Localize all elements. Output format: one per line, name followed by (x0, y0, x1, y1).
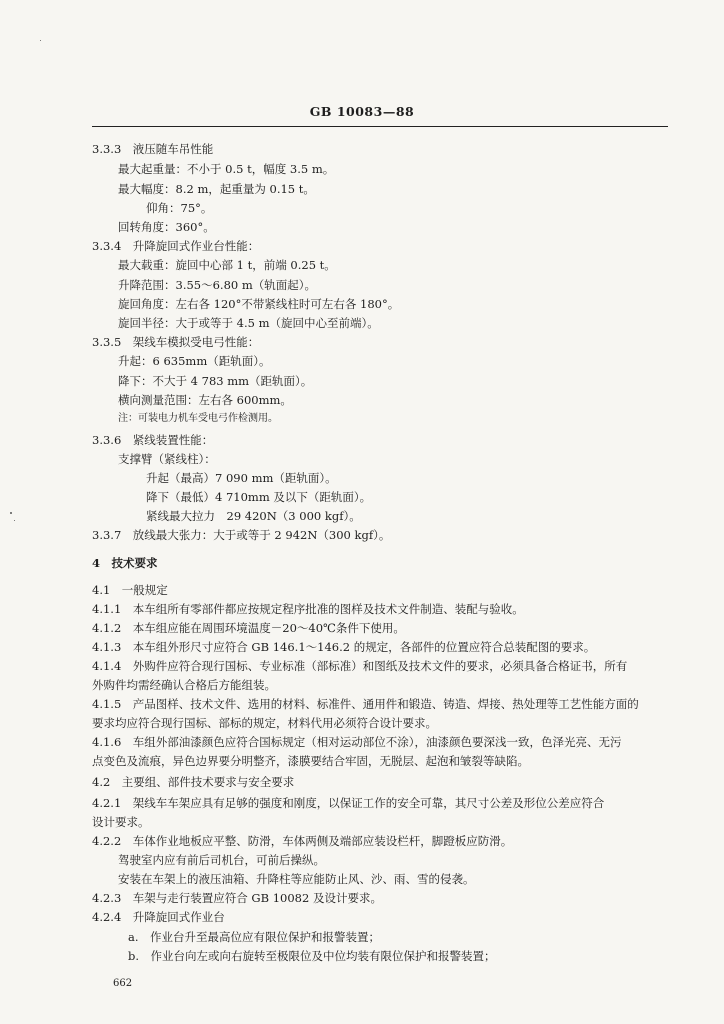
header-rule (92, 126, 668, 127)
clause-4-1-2: 4.1.2 本车组应能在周围环境温度－20～40℃条件下使用。 (92, 621, 405, 635)
clause-4-2-title: 4.2 主要组、部件技术要求与安全要求 (92, 775, 295, 789)
clause-4-2-1: 4.2.1 架线车车架应具有足够的强度和刚度，以保证工作的安全可靠，其尺寸公差及形位公差应符合 (92, 796, 605, 810)
text-line: 仰角：75°。 (146, 201, 213, 215)
text-line: 升起：6 635mm（距轨面）。 (118, 354, 271, 368)
clause-4-1-title: 4.1 一般规定 (92, 583, 168, 597)
scan-speck (40, 40, 41, 41)
text-line: 升起（最高）7 090 mm（距轨面）。 (146, 471, 337, 485)
text-line: 回转角度：360°。 (118, 220, 215, 234)
text-line: 旋回角度：左右各 120°不带紧线柱时可左右各 180°。 (118, 297, 400, 311)
text-line: 最大起重量：不小于 0.5 t，幅度 3.5 m。 (118, 162, 335, 176)
text-line: 点变色及流痕，异色边界要分明整齐，漆膜要结合牢固，无脱层、起泡和皱裂等缺陷。 (92, 754, 529, 768)
text-line: 降下（最低）4 710mm 及以下（距轨面）。 (146, 490, 372, 504)
scan-speck (14, 520, 15, 521)
clause-4-2-3: 4.2.3 车架与走行装置应符合 GB 10082 及设计要求。 (92, 891, 382, 905)
clause-3-3-7-title: 3.3.7 放线最大张力：大于或等于 2 942N（300 kgf）。 (92, 528, 391, 542)
clause-4-1-4: 4.1.4 外购件应符合现行国标、专业标准（部标准）和图纸及技术文件的要求，必须具备合格证书，所有 (92, 659, 628, 673)
text-line: 最大幅度：8.2 m，起重量为 0.15 t。 (118, 182, 315, 196)
clause-4-2-2: 4.2.2 车体作业地板应平整、防滑，车体两侧及端部应装设栏杆，脚蹬板应防滑。 (92, 834, 513, 848)
text-line: 降下：不大于 4 783 mm（距轨面）。 (118, 374, 313, 388)
text-line: 驾驶室内应有前后司机台，可前后操纵。 (118, 853, 325, 867)
text-line: 设计要求。 (92, 815, 150, 829)
clause-3-3-6-title: 3.3.6 紧线装置性能： (92, 433, 214, 447)
section-4-title: 4 技术要求 (92, 556, 158, 570)
scan-speck (10, 512, 12, 514)
clause-4-1-3: 4.1.3 本车组外形尺寸应符合 GB 146.1～146.2 的规定，各部件的位置应符合总装配图的要求。 (92, 640, 596, 654)
clause-3-3-3-title: 3.3.3 液压随车吊性能 (92, 142, 214, 156)
text-line: 要求均应符合现行国标、部标的规定，材料代用必须符合设计要求。 (92, 716, 437, 730)
clause-4-1-5: 4.1.5 产品图样、技术文件、选用的材料、标准件、通用件和锻造、铸造、焊接、热处理等工艺性能方面的 (92, 697, 639, 711)
clause-4-1-6: 4.1.6 车组外部油漆颜色应符合国标规定（相对运动部位不涂），油漆颜色要深浅一致，色泽光亮、无污 (92, 735, 622, 749)
text-line: 安装在车架上的液压油箱、升降柱等应能防止风、沙、雨、雪的侵袭。 (118, 872, 475, 886)
clause-3-3-4-title: 3.3.4 升降旋回式作业台性能： (92, 239, 260, 253)
list-item-a: a. 作业台升至最高位应有限位保护和报警装置； (128, 930, 381, 944)
text-line: 横向测量范围：左右各 600mm。 (118, 393, 292, 407)
clause-4-1-1: 4.1.1 本车组所有零部件都应按规定程序批准的图样及技术文件制造、装配与验收。 (92, 602, 524, 616)
note-line: 注：可装电力机车受电弓作检测用。 (118, 413, 278, 424)
text-line: 外购件均需经确认合格后方能组装。 (92, 678, 276, 692)
text-line: 支撑臂（紧线柱）： (118, 452, 216, 466)
clause-3-3-5-title: 3.3.5 架线车模拟受电弓性能： (92, 335, 260, 349)
page-number: 662 (113, 978, 133, 989)
text-line: 旋回半径：大于或等于 4.5 m（旋回中心至前端）。 (118, 316, 379, 330)
text-line: 紧线最大拉力 29 420N（3 000 kgf）。 (146, 509, 361, 523)
text-line: 最大载重：旋回中心部 1 t，前端 0.25 t。 (118, 258, 336, 272)
page-header-standard-code: GB 10083—88 (309, 104, 415, 119)
list-item-b: b. 作业台向左或向右旋转至极限位及中位均装有限位保护和报警装置； (128, 949, 496, 963)
text-line: 升降范围：3.55～6.80 m（轨面起）。 (118, 278, 317, 292)
clause-4-2-4-title: 4.2.4 升降旋回式作业台 (92, 910, 225, 924)
